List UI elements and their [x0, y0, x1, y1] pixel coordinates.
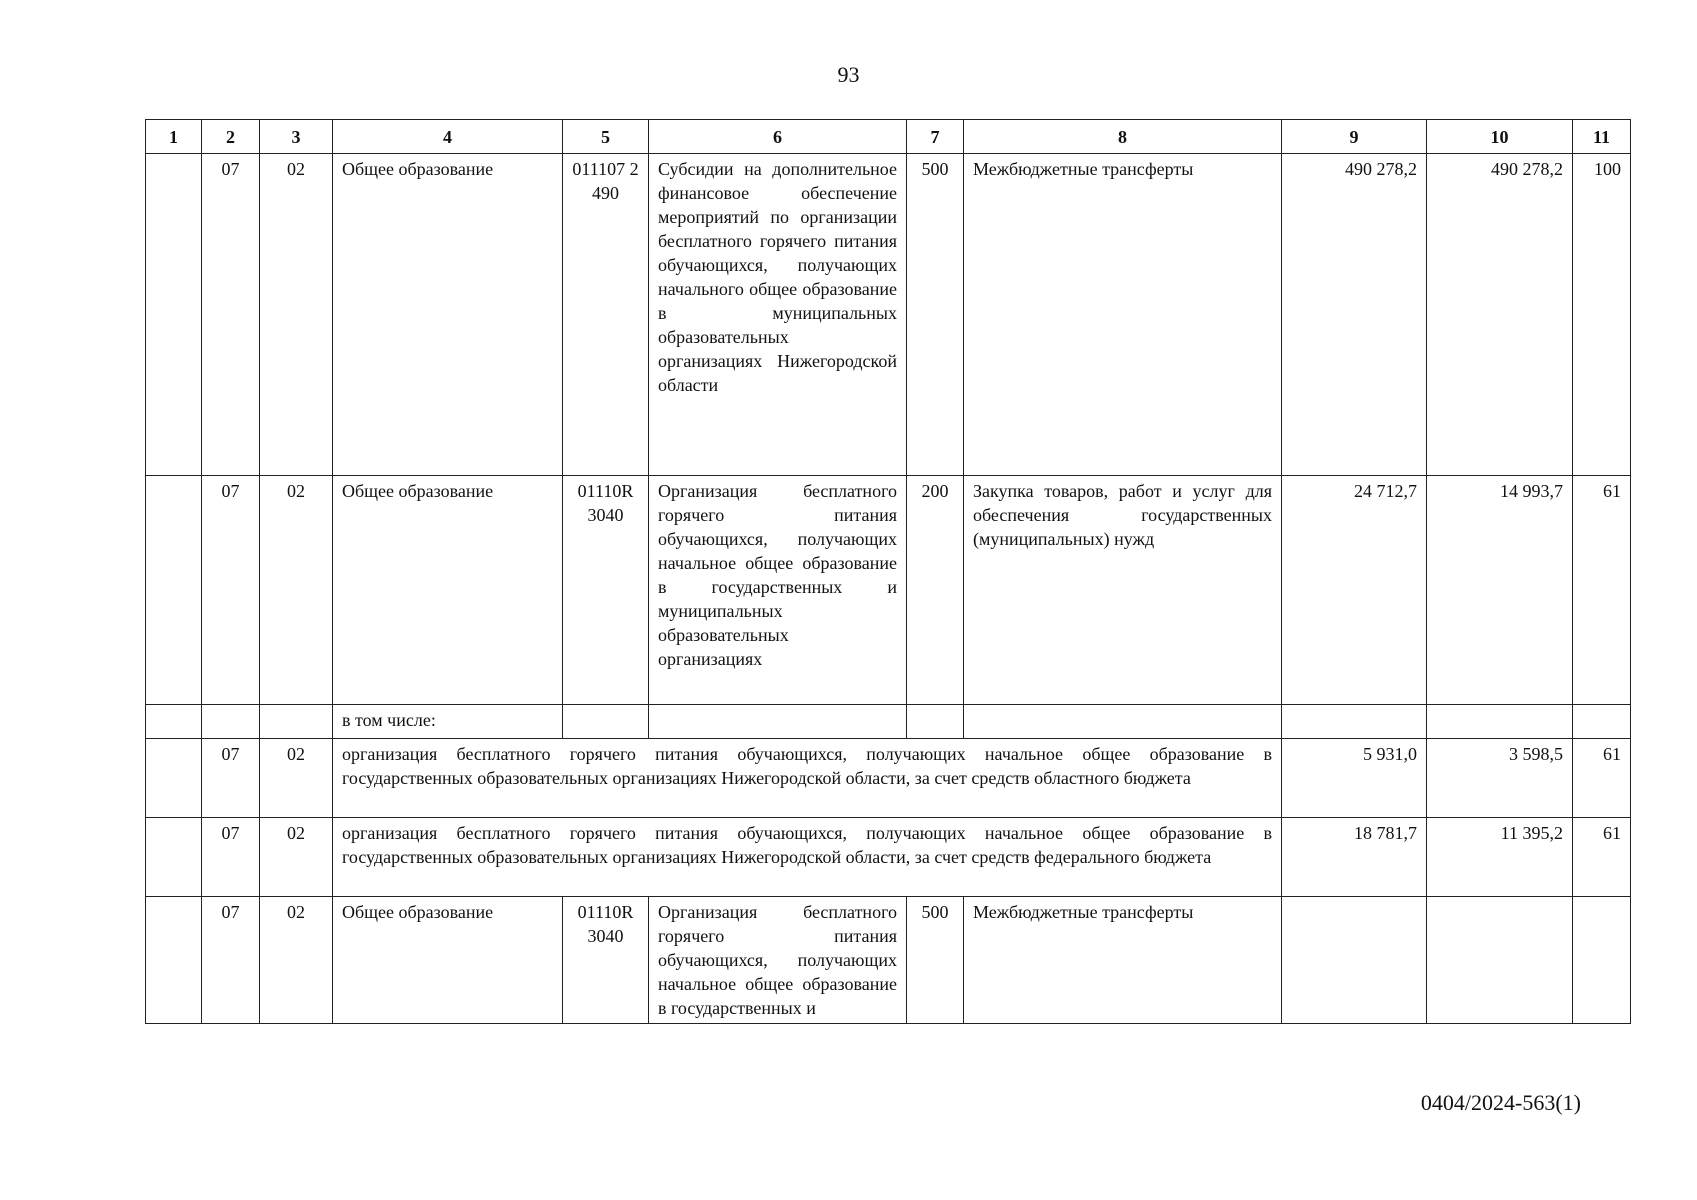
cell-section: 07 — [202, 818, 260, 897]
cell-target-name: Субсидии на дополнительное финансовое обеспечение мероприятий по организации бесплатного горячего питания обучающихся, получающих начального общее образование в муниципальных образовательных организациях Нижегородской области — [649, 154, 907, 476]
cell-empty — [146, 739, 202, 818]
cell-target-code: 01110R 3040 — [563, 897, 649, 1024]
cell-percent: 61 — [1573, 739, 1631, 818]
header-row — [146, 120, 1631, 154]
cell-empty — [964, 705, 1282, 739]
cell-expense-name: Закупка товаров, работ и услуг для обеспечения государственных (муниципальных) нужд — [964, 476, 1282, 705]
cell-expense-type: 500 — [907, 897, 964, 1024]
cell-subsection: 02 — [260, 818, 333, 897]
col-header-2: 2 — [202, 120, 260, 154]
cell-target-code: 01110R 3040 — [563, 476, 649, 705]
cell-actual: 14 993,7 — [1427, 476, 1573, 705]
cell-expense-name: Межбюджетные трансферты — [964, 897, 1282, 1024]
cell-including-label: в том числе: — [333, 705, 563, 739]
table-row — [146, 818, 1631, 897]
cell-empty — [1282, 705, 1427, 739]
cell-section-name: Общее образование — [333, 154, 563, 476]
cell-percent: 61 — [1573, 818, 1631, 897]
cell-planned: 18 781,7 — [1282, 818, 1427, 897]
cell-empty — [146, 897, 202, 1024]
cell-empty — [146, 818, 202, 897]
cell-empty — [1573, 705, 1631, 739]
cell-target-code: 011107 2490 — [563, 154, 649, 476]
col-header-1: 1 — [146, 120, 202, 154]
cell-target-name: Организация бесплатного горячего питания обучающихся, получающих начальное общее образование в государственных и муниципальных образовательных организациях — [649, 476, 907, 705]
cell-actual — [1427, 897, 1573, 1024]
cell-planned — [1282, 897, 1427, 1024]
cell-subsection: 02 — [260, 476, 333, 705]
cell-target-name: Организация бесплатного горячего питания обучающихся, получающих начальное общее образование в государственных и — [649, 897, 907, 1024]
cell-planned: 490 278,2 — [1282, 154, 1427, 476]
cell-actual: 490 278,2 — [1427, 154, 1573, 476]
cell-num — [146, 154, 202, 476]
cell-sub-description: организация бесплатного горячего питания обучающихся, получающих начальное общее образование в государственных образовательных организациях Нижегородской области, за счет средств федерального бюджета — [333, 818, 1282, 897]
cell-empty — [649, 705, 907, 739]
table-row — [146, 739, 1631, 818]
cell-num — [146, 476, 202, 705]
cell-section-name: Общее образование — [333, 476, 563, 705]
budget-table — [145, 119, 1631, 1024]
cell-section: 07 — [202, 476, 260, 705]
cell-section: 07 — [202, 897, 260, 1024]
cell-planned: 5 931,0 — [1282, 739, 1427, 818]
col-header-6: 6 — [649, 120, 907, 154]
cell-empty — [202, 705, 260, 739]
cell-planned: 24 712,7 — [1282, 476, 1427, 705]
page-number: 93 — [837, 62, 860, 87]
cell-percent: 100 — [1573, 154, 1631, 476]
cell-empty — [563, 705, 649, 739]
table-row — [146, 897, 1631, 1024]
col-header-10: 10 — [1427, 120, 1573, 154]
table-row — [146, 705, 1631, 739]
cell-actual: 11 395,2 — [1427, 818, 1573, 897]
col-header-5: 5 — [563, 120, 649, 154]
cell-percent: 61 — [1573, 476, 1631, 705]
cell-percent — [1573, 897, 1631, 1024]
col-header-11: 11 — [1573, 120, 1631, 154]
cell-expense-type: 200 — [907, 476, 964, 705]
cell-section: 07 — [202, 154, 260, 476]
cell-empty — [260, 705, 333, 739]
table-row — [146, 154, 1631, 476]
document-code: 0404/2024-563(1) — [1420, 1090, 1581, 1115]
cell-subsection: 02 — [260, 154, 333, 476]
col-header-4: 4 — [333, 120, 563, 154]
cell-empty — [907, 705, 964, 739]
col-header-7: 7 — [907, 120, 964, 154]
cell-expense-type: 500 — [907, 154, 964, 476]
col-header-8: 8 — [964, 120, 1282, 154]
table-row — [146, 476, 1631, 705]
cell-subsection: 02 — [260, 739, 333, 818]
col-header-9: 9 — [1282, 120, 1427, 154]
col-header-3: 3 — [260, 120, 333, 154]
cell-section-name: Общее образование — [333, 897, 563, 1024]
cell-expense-name: Межбюджетные трансферты — [964, 154, 1282, 476]
cell-sub-description: организация бесплатного горячего питания обучающихся, получающих начальное общее образование в государственных образовательных организациях Нижегородской области, за счет средств областного бюджета — [333, 739, 1282, 818]
cell-empty — [1427, 705, 1573, 739]
cell-section: 07 — [202, 739, 260, 818]
cell-empty — [146, 705, 202, 739]
cell-actual: 3 598,5 — [1427, 739, 1573, 818]
cell-subsection: 02 — [260, 897, 333, 1024]
